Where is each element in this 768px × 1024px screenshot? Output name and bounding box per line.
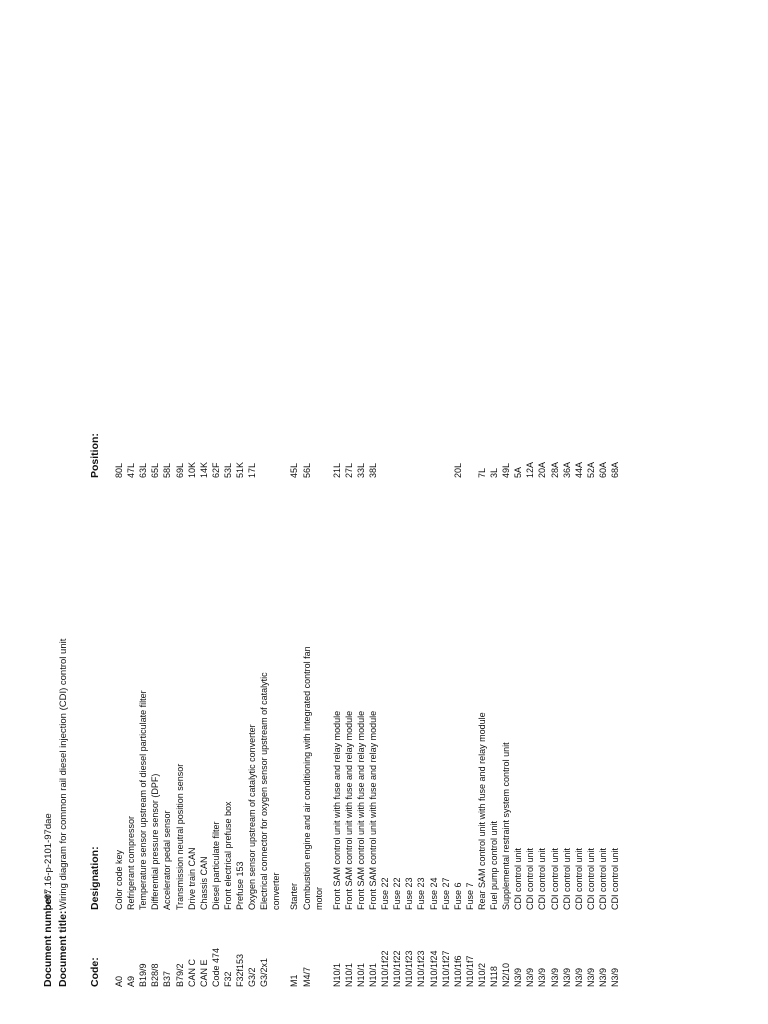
- row-position: 5A: [513, 466, 524, 478]
- row-designation: CDI control unit: [537, 847, 548, 910]
- row-code: N3/9: [610, 967, 620, 987]
- row-code: N10/1f24: [428, 950, 439, 987]
- table-row: [235, 0, 247, 1024]
- row-designation: Electrical connector for oxygen sensor upstream of catalytic: [259, 672, 270, 910]
- table-row: [380, 0, 392, 1024]
- row-position: 27L: [343, 462, 354, 478]
- table-row: [416, 0, 428, 1024]
- row-designation: converter: [271, 872, 282, 910]
- table-row: [223, 0, 235, 1024]
- table-row: [126, 0, 138, 1024]
- row-code: A0: [114, 975, 124, 987]
- row-position: 10K: [186, 461, 197, 478]
- row-designation: Fuse 22: [392, 877, 403, 910]
- row-position: 51K: [235, 461, 245, 478]
- row-code: N10/1f7: [464, 955, 475, 987]
- table-row: [314, 0, 326, 1024]
- row-position: 14K: [198, 461, 209, 478]
- row-position: 38L: [368, 462, 378, 478]
- row-designation: Drive train CAN: [186, 847, 197, 910]
- row-code: B79/2: [174, 963, 185, 987]
- table-row: [356, 0, 368, 1024]
- row-code: Code 474: [210, 947, 221, 987]
- row-designation: Front SAM control unit with fuse and relay module: [368, 710, 378, 910]
- row-code: N10/1f23: [416, 950, 427, 987]
- table-row: [537, 0, 549, 1024]
- table-row: [211, 0, 223, 1024]
- row-position: 53L: [222, 462, 233, 478]
- row-designation: Rear SAM control unit with fuse and relay module: [476, 712, 487, 910]
- row-designation: CDI control unit: [597, 847, 608, 910]
- row-code: N3/9: [525, 967, 536, 987]
- table-row: [550, 0, 562, 1024]
- table-row: [465, 0, 477, 1024]
- table-row: [138, 0, 150, 1024]
- row-position: 52A: [585, 461, 596, 478]
- row-code: N10/1f22: [380, 950, 391, 987]
- row-code: N3/9: [549, 967, 560, 987]
- row-code: F32f153: [235, 953, 245, 987]
- row-designation: Fuse 23: [404, 877, 415, 910]
- row-code: N10/1: [343, 962, 354, 987]
- row-code: N3/9: [585, 967, 596, 987]
- table-row: [271, 0, 283, 1024]
- row-designation: Temperature sensor upstream of diesel particulate filter: [138, 690, 149, 910]
- row-designation: Oxygen sensor upstream of catalytic converter: [247, 724, 258, 910]
- table-row: [513, 0, 525, 1024]
- row-position: 21L: [331, 462, 342, 478]
- row-position: 49L: [501, 462, 512, 478]
- table-row: [453, 0, 465, 1024]
- row-designation: CDI control unit: [585, 847, 596, 910]
- row-designation: Fuel pump control unit: [489, 820, 499, 910]
- table-row: [441, 0, 453, 1024]
- row-position: 62F: [210, 462, 221, 478]
- row-designation: Differential pressure sensor (DPF): [150, 773, 161, 910]
- table-row: [114, 0, 126, 1024]
- row-code: N10/1: [355, 962, 366, 987]
- row-position: 45L: [289, 462, 300, 478]
- table-row: [162, 0, 174, 1024]
- row-designation: CDI control unit: [549, 847, 560, 910]
- row-code: N10/1f22: [392, 950, 403, 987]
- row-position: 80L: [114, 462, 124, 478]
- row-designation: Starter: [289, 882, 300, 910]
- row-designation: Fuse 23: [416, 877, 427, 910]
- row-designation: Accelerator pedal sensor: [162, 810, 173, 910]
- table-row: [247, 0, 259, 1024]
- row-code: N118: [489, 966, 499, 987]
- row-code: N2/10: [501, 962, 512, 987]
- row-designation: Transmission neutral position sensor: [174, 763, 185, 910]
- row-designation: Color code key: [114, 849, 124, 910]
- table-row: [404, 0, 416, 1024]
- row-designation: CDI control unit: [525, 847, 536, 910]
- row-position: 17L: [247, 462, 258, 478]
- table-row: [501, 0, 513, 1024]
- row-code: M4/7: [301, 966, 312, 987]
- document-number: pe07.16-p-2101-97dae: [43, 813, 54, 910]
- row-code: CAN C: [186, 958, 197, 987]
- row-position: 60A: [597, 461, 608, 478]
- table-row: [598, 0, 610, 1024]
- row-designation: CDI control unit: [513, 847, 524, 910]
- row-designation: Supplemental restraint system control unit: [501, 742, 512, 910]
- row-position: 68A: [610, 461, 620, 478]
- row-code: N10/1f6: [452, 955, 463, 987]
- row-position: 44A: [573, 461, 584, 478]
- row-designation: CDI control unit: [610, 847, 620, 910]
- row-position: 20L: [452, 462, 463, 478]
- row-position: 12A: [525, 461, 536, 478]
- row-code: CAN E: [198, 959, 209, 987]
- row-code: B37: [162, 970, 173, 987]
- document-title-label: Document title:: [57, 910, 69, 987]
- row-designation: Refrigerant compressor: [126, 815, 137, 910]
- row-position: 56L: [301, 462, 312, 478]
- row-designation: Front SAM control unit with fuse and relay module: [343, 710, 354, 910]
- row-position: 3L: [489, 467, 499, 478]
- row-designation: Front SAM control unit with fuse and relay module: [331, 710, 342, 910]
- row-code: B19/9: [138, 963, 149, 987]
- row-code: N3/9: [561, 967, 572, 987]
- row-designation: Fuse 22: [380, 877, 391, 910]
- table-row: [289, 0, 301, 1024]
- table-row: [332, 0, 344, 1024]
- row-code: B28/8: [150, 963, 161, 987]
- row-code: N10/2: [476, 962, 487, 987]
- row-position: 63L: [138, 462, 149, 478]
- table-row: [302, 0, 314, 1024]
- table-row: [344, 0, 356, 1024]
- row-position: 58L: [162, 462, 173, 478]
- row-position: 47L: [126, 462, 137, 478]
- row-code: F32: [222, 971, 233, 987]
- table-row: [525, 0, 537, 1024]
- table-row: [586, 0, 598, 1024]
- row-designation: motor: [313, 886, 324, 910]
- row-code: G3/2x1: [259, 957, 270, 987]
- row-code: N10/1f27: [440, 950, 451, 987]
- column-header-code: Code:: [89, 957, 101, 987]
- row-position: 20A: [537, 461, 548, 478]
- document-title: Wiring diagram for common rail diesel injection (CDI) control unit: [58, 638, 69, 910]
- row-position: 28A: [549, 461, 560, 478]
- row-code: N10/1f23: [404, 950, 415, 987]
- table-row: [150, 0, 162, 1024]
- row-code: N3/9: [597, 967, 608, 987]
- table-row: [199, 0, 211, 1024]
- row-designation: Fuse 27: [440, 877, 451, 910]
- table-row: [259, 0, 271, 1024]
- row-position: 69L: [174, 462, 185, 478]
- row-designation: Front electrical prefuse box: [222, 801, 233, 910]
- row-code: N10/1: [368, 962, 378, 987]
- row-code: A9: [126, 975, 137, 987]
- row-code: G3/2: [247, 967, 258, 987]
- row-designation: Combustion engine and air conditioning with integrated control fan: [301, 646, 312, 910]
- row-designation: Front SAM control unit with fuse and relay module: [355, 710, 366, 910]
- row-designation: Chassis CAN: [198, 856, 209, 910]
- column-header-position: Position:: [89, 433, 101, 478]
- row-designation: Diesel particulate filter: [210, 821, 221, 910]
- table-row: [368, 0, 380, 1024]
- row-designation: Fuse 6: [452, 882, 463, 910]
- column-header-designation: Designation:: [89, 846, 101, 910]
- row-code: N3/9: [573, 967, 584, 987]
- row-position: 65L: [150, 462, 161, 478]
- row-designation: Fuse 7: [464, 882, 475, 910]
- document-number-label: Document number:: [42, 890, 54, 987]
- row-code: N10/1: [331, 962, 342, 987]
- row-code: N3/9: [537, 967, 548, 987]
- row-position: 7L: [476, 467, 487, 478]
- table-row: [477, 0, 489, 1024]
- table-row: [610, 0, 622, 1024]
- row-designation: Fuse 24: [428, 877, 439, 910]
- row-position: 36A: [561, 461, 572, 478]
- table-row: [429, 0, 441, 1024]
- table-row: [175, 0, 187, 1024]
- table-row: [562, 0, 574, 1024]
- row-designation: CDI control unit: [573, 847, 584, 910]
- table-row: [489, 0, 501, 1024]
- row-designation: CDI control unit: [561, 847, 572, 910]
- row-code: N3/9: [513, 967, 524, 987]
- table-row: [574, 0, 586, 1024]
- row-code: M1: [289, 974, 300, 987]
- row-position: 33L: [355, 462, 366, 478]
- table-row: [392, 0, 404, 1024]
- table-row: [187, 0, 199, 1024]
- row-designation: Prefuse 153: [235, 861, 245, 910]
